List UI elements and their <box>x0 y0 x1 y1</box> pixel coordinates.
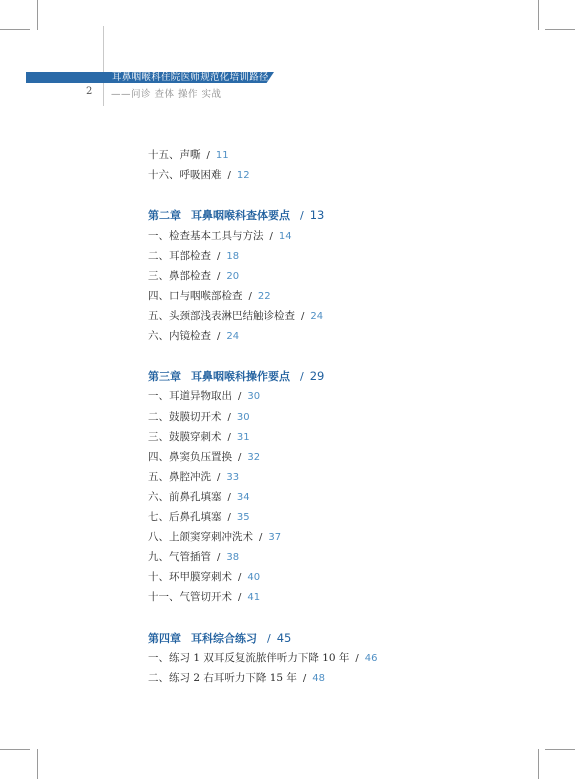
page-separator: / <box>238 572 242 584</box>
toc-entry[interactable] <box>148 249 239 264</box>
entry-title: 十五、声嘶 <box>148 149 201 161</box>
page-separator: / <box>238 391 242 403</box>
entry-title: 九、气管插管 <box>148 551 211 564</box>
entry-title: 八、上颌窦穿刺冲洗术 <box>148 531 253 544</box>
toc-entry[interactable] <box>148 550 239 565</box>
page-separator: / <box>217 270 221 282</box>
toc-entry[interactable] <box>148 430 250 445</box>
entry-title: 五、头颈部浅表淋巴结触诊检查 <box>148 309 295 322</box>
chapter-title: 耳鼻咽喉科查体要点 <box>191 209 290 223</box>
entry-page-number: 34 <box>236 491 250 503</box>
page-separator: / <box>238 451 242 463</box>
toc-entry[interactable] <box>148 590 260 605</box>
page-separator: / <box>302 672 307 684</box>
entry-title: 三、鼻部检查 <box>148 269 211 282</box>
page-number: 2 <box>86 86 93 97</box>
entry-page-number: 38 <box>226 552 240 564</box>
entry-title: 一、检查基本工具与方法 <box>148 229 264 242</box>
toc-entry[interactable] <box>148 490 250 505</box>
entry-page-number: 37 <box>268 532 282 544</box>
chapter-label: 第三章 <box>148 370 181 384</box>
toc-chapter-heading[interactable] <box>148 369 324 384</box>
crop-mark <box>0 29 30 30</box>
entry-page-number: 40 <box>247 572 261 584</box>
toc-entry[interactable] <box>148 530 281 545</box>
page-separator: / <box>300 370 304 384</box>
entry-page-number: 12 <box>236 170 250 182</box>
toc-entry[interactable] <box>148 570 260 585</box>
toc-entry[interactable] <box>148 389 260 404</box>
toc-entry[interactable] <box>148 269 239 284</box>
header-divider <box>103 26 104 106</box>
toc-entry[interactable] <box>148 510 250 525</box>
entry-page-number: 11 <box>215 150 229 161</box>
chapter-page-number: 13 <box>309 208 325 223</box>
page-separator: / <box>227 431 231 443</box>
page-separator: / <box>227 170 231 182</box>
chapter-page-number: 29 <box>309 369 325 384</box>
toc-entry[interactable] <box>148 410 250 425</box>
toc-chapter-heading[interactable] <box>148 631 291 646</box>
page-separator: / <box>217 250 221 262</box>
entry-page-number: 18 <box>226 250 240 262</box>
toc-entry[interactable] <box>148 329 239 344</box>
page-separator: / <box>267 631 271 645</box>
entry-page-number: 24 <box>310 310 324 322</box>
toc-entry[interactable] <box>148 168 250 183</box>
toc-entry[interactable] <box>148 651 378 666</box>
entry-page-number: 35 <box>236 512 250 523</box>
entry-page-number: 14 <box>278 230 292 242</box>
crop-mark <box>545 29 575 30</box>
entry-title: 十、环甲膜穿刺术 <box>148 571 232 584</box>
page-separator: / <box>248 290 252 302</box>
entry-title: 一、耳道异物取出 <box>148 390 232 403</box>
entry-title: 三、鼓膜穿刺术 <box>148 430 222 443</box>
page-separator: / <box>238 592 242 604</box>
toc-entry[interactable] <box>148 671 325 686</box>
entry-title: 四、口与咽喉部检查 <box>148 289 243 302</box>
crop-mark <box>37 749 38 779</box>
chapter-label: 第二章 <box>148 209 181 223</box>
entry-title: 四、鼻窦负压置换 <box>148 450 232 463</box>
entry-title: 一、练习 1 双耳反复流脓伴听力下降 10 年 <box>148 651 350 664</box>
entry-page-number: 22 <box>257 290 271 302</box>
page-separator: / <box>300 209 304 223</box>
entry-title: 二、耳部检查 <box>148 249 211 262</box>
page-separator: / <box>217 552 221 564</box>
page-separator: / <box>259 532 263 544</box>
chapter-page-number: 45 <box>276 630 292 645</box>
entry-title: 六、前鼻孔填塞 <box>148 490 222 503</box>
entry-title: 十一、气管切开术 <box>148 591 232 604</box>
page-separator: / <box>269 230 273 242</box>
entry-page-number: 46 <box>364 652 378 664</box>
entry-page-number: 31 <box>236 431 250 443</box>
entry-title: 六、内镜检查 <box>148 330 211 342</box>
page-separator: / <box>206 150 210 161</box>
entry-page-number: 33 <box>226 471 240 483</box>
chapter-title: 耳科综合练习 <box>191 631 257 645</box>
page-separator: / <box>217 331 221 342</box>
crop-mark <box>545 749 575 750</box>
toc-entry[interactable] <box>148 309 323 324</box>
entry-page-number: 30 <box>236 411 250 423</box>
page-separator: / <box>301 310 305 322</box>
toc-chapter-heading[interactable] <box>148 208 324 223</box>
entry-title: 十六、呼吸困难 <box>148 169 222 182</box>
toc-entry[interactable] <box>148 450 260 465</box>
book-title: 耳鼻咽喉科住院医师规范化培训路径 <box>112 72 269 83</box>
page-separator: / <box>227 512 231 523</box>
page-separator: / <box>217 471 221 483</box>
entry-page-number: 24 <box>226 331 240 342</box>
entry-title: 五、鼻腔冲洗 <box>148 470 211 483</box>
toc-entry[interactable] <box>148 229 292 244</box>
book-subtitle: ——问诊 查体 操作 实战 <box>111 89 222 100</box>
entry-page-number: 48 <box>312 672 326 684</box>
toc-entry[interactable] <box>148 289 271 304</box>
page-separator: / <box>227 491 231 503</box>
chapter-label: 第四章 <box>148 631 181 645</box>
entry-title: 七、后鼻孔填塞 <box>148 511 222 523</box>
crop-mark <box>0 749 30 750</box>
chapter-title: 耳鼻咽喉科操作要点 <box>191 370 290 384</box>
entry-page-number: 32 <box>247 451 261 463</box>
page-separator: / <box>227 411 231 423</box>
crop-mark <box>538 749 539 779</box>
entry-page-number: 30 <box>247 391 261 403</box>
entry-title: 二、练习 2 右耳听力下降 15 年 <box>148 671 297 684</box>
page-separator: / <box>355 652 359 664</box>
crop-mark <box>37 0 38 30</box>
entry-title: 二、鼓膜切开术 <box>148 410 222 423</box>
toc-entry[interactable] <box>148 470 239 485</box>
entry-page-number: 41 <box>247 592 261 604</box>
crop-mark <box>538 0 539 30</box>
toc-entry[interactable] <box>148 148 229 163</box>
entry-page-number: 20 <box>226 270 240 282</box>
